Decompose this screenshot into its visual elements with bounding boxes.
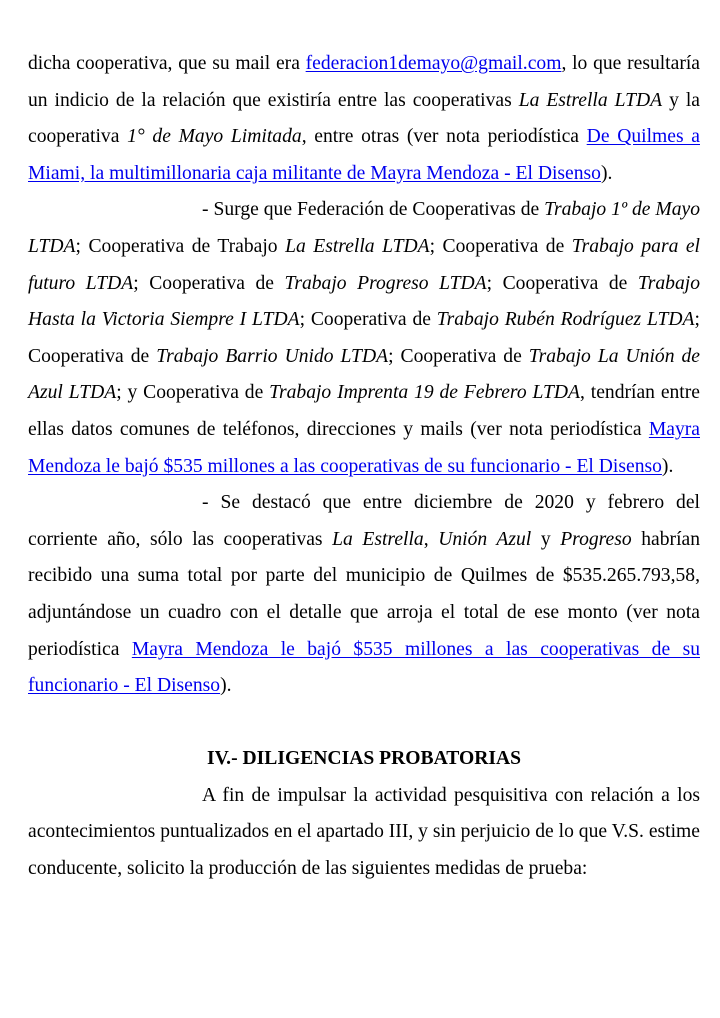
paragraph-municipal-payments: - Se destacó que entre diciembre de 2020 y febrero del corriente año, sólo las cooperativas La Estrella, Unión Azul y Progreso habrían recibido una suma total por parte del municipio de Quilmes de $535.265.793,58, adjuntándose un cuadro con el detalle que arroja el total de ese monto (ver nota periodística Mayra Mendoza le bajó $535 millones a las cooperativas de su funcionario - El Disenso). [28,492,701,697]
paragraph-spacer [28,705,700,742]
cooperative-name: La Estrella LTDA [285,235,430,257]
paragraph-cooperative-email: dicha cooperativa, que su mail era federacion1demayo@gmail.com, lo que resultaría un indicio de la relación que existiría entre las cooperativas La Estrella LTDA y la cooperativa 1° de Mayo Limitada, entre otras (ver nota periodística De Quilmes a Miami, la multimillonaria caja militante de Mayra Mendoza - El Disenso). [28,53,700,184]
news-article-link-quilmes-miami[interactable]: De Quilmes a Miami, la multimillonaria caja militante de Mayra Mendoza - El Disenso [28,126,700,184]
section-heading: IV.- DILIGENCIAS PROBATORIAS [206,748,522,770]
cooperative-name: Trabajo La Unión de Azul LTDA [28,345,700,404]
cooperative-name: Trabajo Rubén Rodríguez LTDA [436,309,695,331]
document-page [28,46,700,888]
cooperative-name: Trabajo Hasta la Victoria Siempre I LTDA [28,272,700,331]
cooperative-name: Unión Azul [438,528,532,550]
cooperative-name: Trabajo Barrio Unido LTDA [156,345,389,367]
paragraph-evidence-request: A fin de impulsar la actividad pesquisitiva con relación a los acontecimientos puntualizados en el apartado III, y sin perjuicio de lo que V.S. estime conducente, solicito la producción de las siguientes medidas de prueba: [28,784,700,880]
cooperative-name: Progreso [560,528,632,550]
cooperative-name: Trabajo Imprenta 19 de Febrero LTDA [269,382,580,404]
cooperative-name: La Estrella LTDA [518,89,663,111]
email-link[interactable]: federacion1demayo@gmail.com [305,53,562,74]
cooperative-name: 1° de Mayo Limitada [127,126,302,148]
cooperative-name: Trabajo 1º de Mayo LTDA [28,199,700,257]
cooperative-name: Trabajo para el futuro LTDA [28,235,700,294]
cooperative-name: Trabajo Progreso LTDA [284,272,487,294]
news-article-link-535-millones[interactable]: Mayra Mendoza le bajó $535 millones a las cooperativas de su funcionario - El Disenso [28,418,700,477]
cooperative-name: La Estrella [332,528,424,550]
paragraph-common-data: - Surge que Federación de Cooperativas de Trabajo 1º de Mayo LTDA; Cooperativa de Trabajo La Estrella LTDA; Cooperativa de Trabajo para el futuro LTDA; Cooperativa de Trabajo Progreso LTDA; Cooperativa de Trabajo Hasta la Victoria Siempre I LTDA; Cooperativa de Trabajo Rubén Rodríguez LTDA; Cooperativa de Trabajo Barrio Unido LTDA; Cooperativa de Trabajo La Unión de Azul LTDA; y Cooperativa de Trabajo Imprenta 19 de Febrero LTDA, tendrían entre ellas datos comunes de teléfonos, direcciones y mails (ver nota periodística Mayra Mendoza le bajó $535 millones a las cooperativas de su funcionario - El Disenso). [28,199,700,477]
news-article-link-535-millones[interactable]: Mayra Mendoza le bajó $535 millones a las cooperativas de su funcionario - El Disenso [28,638,700,697]
